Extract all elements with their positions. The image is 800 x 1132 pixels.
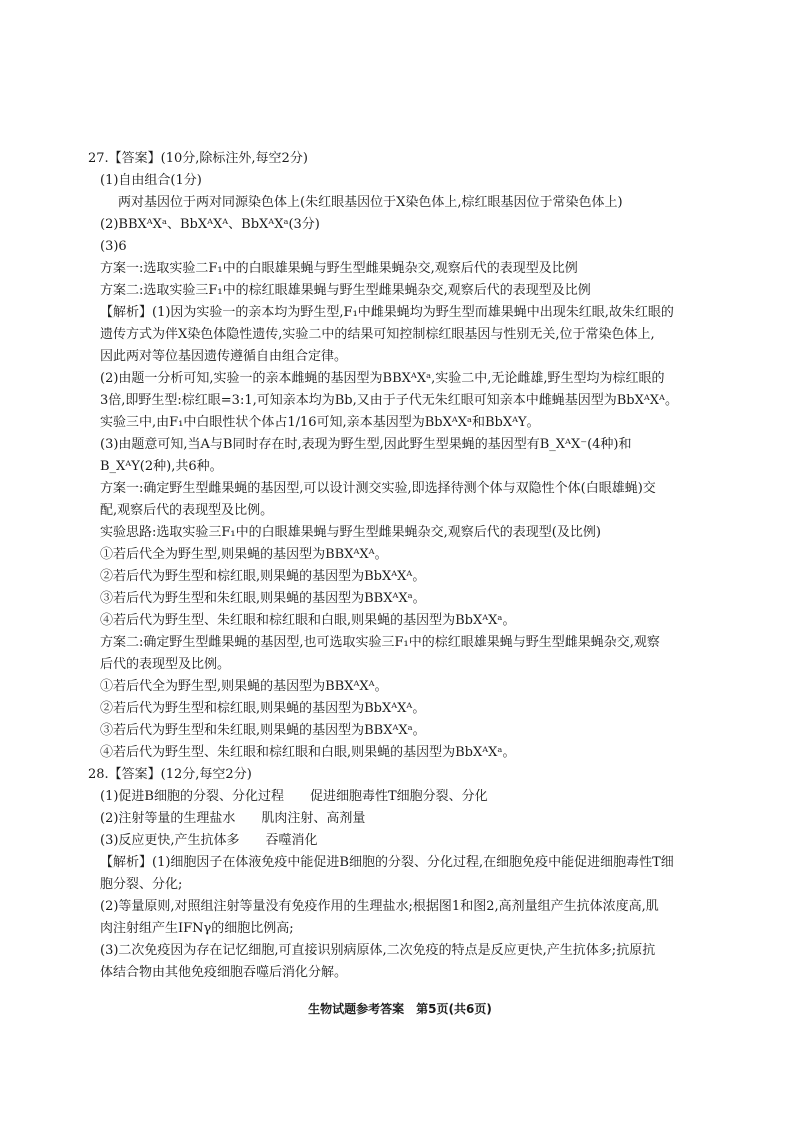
q27-scheme-1-line-1: 方案一:确定野生型雌果蝇的基因型,可以设计测交实验,即选择待测个体与双隐性个体(白眼雄蝇)交 (100, 481, 656, 496)
q27-answer-1: (1)自由组合(1分) (100, 173, 202, 188)
q27-explanation-1-line-1: 【解析】(1)因为实验一的亲本均为野生型,F₁中雌果蝇均为野生型而雄果蝇中出现朱红眼,故朱红眼的 (100, 305, 674, 320)
q28-explanation-3-line-1: (3)二次免疫因为存在记忆细胞,可直接识别病原体,二次免疫的特点是反应更快,产生抗体多;抗原抗 (100, 943, 656, 958)
q27-plan-1: 方案一:选取实验二F₁中的白眼雄果蝇与野生型雌果蝇杂交,观察后代的表现型及比例 (100, 261, 578, 276)
q27-header: 27.【答案】(10分,除标注外,每空2分) (88, 151, 308, 166)
q27-scheme-2-result-3: ③若后代为野生型和朱红眼,则果蝇的基因型为BBXᴬXᵃ。 (100, 723, 426, 738)
q27-plan-2: 方案二:选取实验三F₁中的棕红眼雄果蝇与野生型雌果蝇杂交,观察后代的表现型及比例 (100, 283, 591, 298)
q27-answer-2: (2)BBXᴬXᵃ、BbXᴬXᴬ、BbXᴬXᵃ(3分) (100, 217, 320, 232)
page-footer: 生物试题参考答案 第5页(共6页) (308, 1002, 492, 1016)
q28-explanation-2-line-1: (2)等量原则,对照组注射等量没有免疫作用的生理盐水;根据图1和图2,高剂量组产生抗体浓度高,肌 (100, 899, 659, 914)
q27-explanation-2-line-2: 3倍,即野生型:棕红眼=3:1,可知亲本均为Bb,又由于子代无朱红眼可知亲本中雌蝇基因型为BbXᴬXᴬ。 (100, 393, 678, 408)
q27-scheme-1-line-3: 实验思路:选取实验三F₁中的白眼雄果蝇与野生型雌果蝇杂交,观察后代的表现型(及比例) (100, 525, 601, 540)
q28-answer-1: (1)促进B细胞的分裂、分化过程 促进细胞毒性T细胞分裂、分化 (100, 789, 488, 804)
q27-scheme-1-result-4: ④若后代为野生型、朱红眼和棕红眼和白眼,则果蝇的基因型为BbXᴬXᵃ。 (100, 613, 516, 628)
q28-explanation-1-line-1: 【解析】(1)细胞因子在体液免疫中能促进B细胞的分裂、分化过程,在细胞免疫中能促进细胞毒性T细 (100, 855, 674, 870)
q27-scheme-1-line-2: 配,观察后代的表现型及比例。 (100, 503, 274, 518)
q28-explanation-2-line-2: 肉注射组产生IFNγ的细胞比例高; (100, 921, 294, 936)
q27-scheme-1-result-3: ③若后代为野生型和朱红眼,则果蝇的基因型为BBXᴬXᵃ。 (100, 591, 426, 606)
q27-answer-3: (3)6 (100, 239, 127, 254)
q27-explanation-2-line-3: 实验三中,由F₁中白眼性状个体占1/16可知,亲本基因型为BbXᴬXᵃ和BbXᴬY。 (100, 415, 540, 430)
q28-explanation-1-line-2: 胞分裂、分化; (100, 877, 183, 892)
q27-scheme-2-result-2: ②若后代为野生型和棕红眼,则果蝇的基因型为BbXᴬXᴬ。 (100, 701, 426, 716)
q27-explanation-1-line-3: 因此两对等位基因遗传遵循自由组合定律。 (100, 349, 348, 364)
q28-answer-2: (2)注射等量的生理盐水 肌肉注射、高剂量 (100, 811, 366, 826)
q27-explanation-3-line-1: (3)由题意可知,当A与B同时存在时,表现为野生型,因此野生型果蝇的基因型有B_XᴬX⁻(4种)和 (100, 437, 632, 452)
q27-explanation-3-line-2: B_XᴬY(2种),共6种。 (100, 459, 223, 474)
q27-answer-1-detail: 两对基因位于两对同源染色体上(朱红眼基因位于X染色体上,棕红眼基因位于常染色体上) (118, 195, 623, 210)
q27-scheme-2-result-4: ④若后代为野生型、朱红眼和棕红眼和白眼,则果蝇的基因型为BbXᴬXᵃ。 (100, 745, 516, 760)
q27-scheme-2-line-1: 方案二:确定野生型雌果蝇的基因型,也可选取实验三F₁中的棕红眼雄果蝇与野生型雌果蝇杂交,观察 (100, 635, 660, 650)
q28-explanation-3-line-2: 体结合物由其他免疫细胞吞噬后消化分解。 (100, 965, 348, 980)
q27-scheme-2-line-2: 后代的表现型及比例。 (100, 657, 231, 672)
q27-scheme-1-result-2: ②若后代为野生型和棕红眼,则果蝇的基因型为BbXᴬXᴬ。 (100, 569, 426, 584)
q27-explanation-2-line-1: (2)由题一分析可知,实验一的亲本雌蝇的基因型为BBXᴬXᵃ,实验二中,无论雌雄,野生型均为棕红眼的 (100, 371, 665, 386)
q28-header: 28.【答案】(12分,每空2分) (88, 767, 252, 782)
q27-scheme-1-result-1: ①若后代全为野生型,则果蝇的基因型为BBXᴬXᴬ。 (100, 547, 388, 562)
q28-answer-3: (3)反应更快,产生抗体多 吞噬消化 (100, 833, 318, 848)
q27-scheme-2-result-1: ①若后代全为野生型,则果蝇的基因型为BBXᴬXᴬ。 (100, 679, 388, 694)
q27-explanation-1-line-2: 遗传方式为伴X染色体隐性遗传,实验二中的结果可知控制棕红眼基因与性别无关,位于常染色体上, (100, 327, 655, 342)
